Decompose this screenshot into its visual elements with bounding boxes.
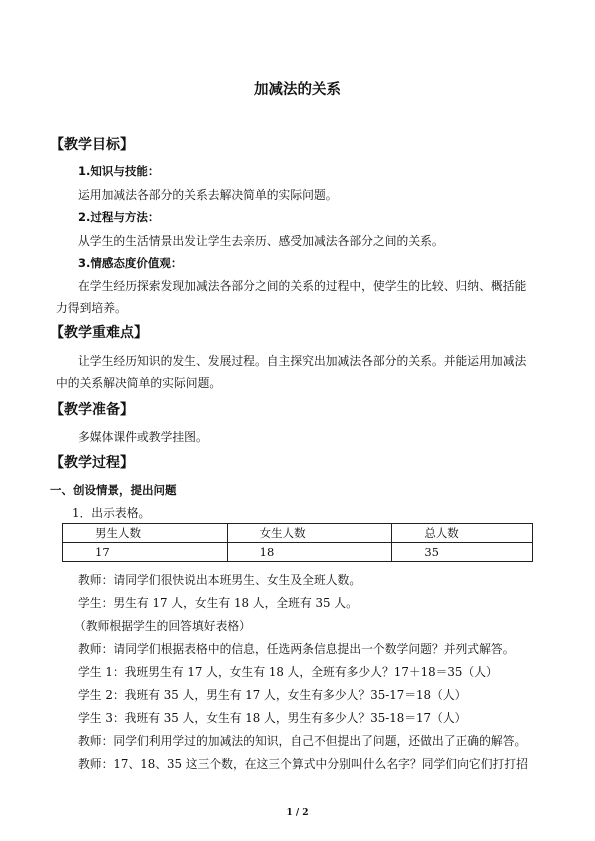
section-preparation-heading: 【教学准备】 bbox=[50, 402, 134, 418]
table-header-cell: 总人数 bbox=[392, 524, 533, 543]
key-points-line2: 中的关系解决简单的实际问题。 bbox=[56, 376, 222, 390]
key-points-line1: 让学生经历知识的发生、发展过程。自主探究出加减法各部分的关系。并能运用加减法 bbox=[78, 354, 527, 368]
page-number: 1 / 2 bbox=[286, 808, 309, 818]
section-process-heading: 【教学过程】 bbox=[50, 455, 134, 471]
dialogue-line: 教师：请同学们很快说出本班男生、女生及全班人数。 bbox=[78, 573, 362, 587]
table-cell: 18 bbox=[227, 543, 392, 562]
objective-1-text: 运用加减法各部分的关系去解决简单的实际问题。 bbox=[78, 188, 338, 202]
student-count-table bbox=[62, 523, 533, 562]
objective-1-heading: 1.知识与技能： bbox=[78, 164, 160, 178]
dialogue-line: 学生：男生有 17 人，女生有 18 人，全班有 35 人。 bbox=[78, 596, 358, 610]
dialogue-line: 教师：请同学们根据表格中的信息，任选两条信息提出一个数学问题？并列式解答。 bbox=[78, 642, 515, 656]
section-key-points-heading: 【教学重难点】 bbox=[50, 325, 148, 341]
process-step-heading: 一、创设情景，提出问题 bbox=[50, 483, 177, 497]
page-title: 加减法的关系 bbox=[254, 82, 341, 98]
dialogue-line: 学生 3：我班有 35 人，女生有 18 人，男生有多少人？35-18＝17（人） bbox=[78, 711, 467, 725]
preparation-text: 多媒体课件或教学挂图。 bbox=[78, 430, 208, 444]
objective-3-text-line2: 力得到培养。 bbox=[56, 301, 127, 315]
objective-2-text: 从学生的生活情景出发让学生去亲历、感受加减法各部分之间的关系。 bbox=[78, 234, 444, 248]
dialogue-line: 教师：同学们利用学过的加减法的知识，自己不但提出了问题，还做出了正确的解答。 bbox=[78, 734, 527, 748]
table-header-cell: 男生人数 bbox=[63, 524, 228, 543]
objective-3-text-line1: 在学生经历探索发现加减法各部分之间的关系的过程中，使学生的比较、归纳、概括能 bbox=[78, 279, 527, 293]
table-cell: 35 bbox=[392, 543, 533, 562]
table-cell: 17 bbox=[63, 543, 228, 562]
dialogue-line: （教师根据学生的回答填好表格） bbox=[74, 619, 251, 633]
table-header-cell: 女生人数 bbox=[227, 524, 392, 543]
table-header-row bbox=[63, 524, 533, 543]
dialogue-line: 学生 1：我班男生有 17 人，女生有 18 人，全班有多少人？17＋18＝35（人） bbox=[78, 665, 498, 679]
section-objectives-heading: 【教学目标】 bbox=[50, 137, 134, 153]
dialogue-line: 教师：17、18、35 这三个数，在这三个算式中分别叫什么名字？同学们向它们打打招 bbox=[78, 757, 528, 771]
dialogue-line: 学生 2：我班有 35 人，男生有 17 人，女生有多少人？35-17＝18（人） bbox=[78, 688, 467, 702]
objective-2-heading: 2.过程与方法： bbox=[78, 210, 160, 224]
process-item-1: 1．出示表格。 bbox=[72, 506, 151, 520]
objective-3-heading: 3.情感态度价值观： bbox=[78, 256, 183, 270]
table-row bbox=[63, 543, 533, 562]
